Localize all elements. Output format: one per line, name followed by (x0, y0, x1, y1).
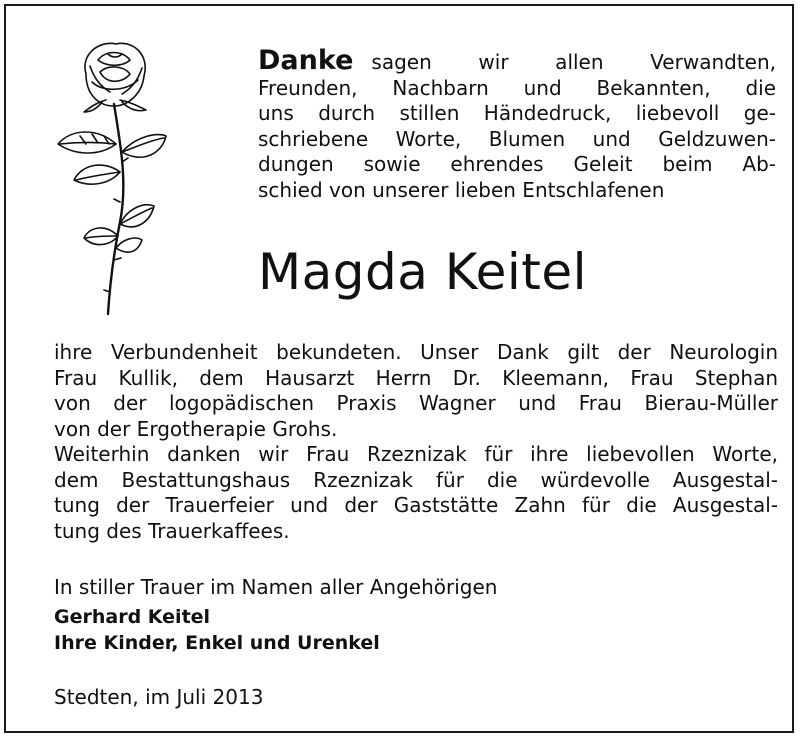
thanks-line: schied von unserer lieben Entschlafenen (258, 177, 665, 202)
thanks-line: Freunden, Nachbarn und Bekannten, die (258, 75, 776, 100)
thanks-line: sagen wir allen Verwandten, (371, 50, 776, 74)
thanks-first-line (258, 45, 776, 76)
body-line: tung der Trauerfeier und der Gaststätte Zahn für die Ausgestal- (54, 493, 778, 517)
body-line: Weiterhin danken wir Frau Rzeznizak für ihre liebevollen Worte, (54, 442, 778, 466)
body-line: Frau Kullik, dem Hausarzt Herrn Dr. Kleemann, Frau Stephan (54, 365, 778, 390)
thanks-line: dungen sowie ehrendes Geleit beim Ab- (258, 152, 776, 176)
signature-intro: In stiller Trauer im Namen aller Angehörigen (54, 575, 498, 599)
signature-name: Gerhard Keitel (54, 606, 211, 628)
signature-family: Ihre Kinder, Enkel und Urenkel (54, 632, 380, 654)
body-paragraph (54, 340, 778, 544)
body-line: ihre Verbundenheit bekundeten. Unser Dank gilt der Neurologin (54, 340, 778, 364)
signature-block (54, 574, 497, 656)
thanks-paragraph (258, 45, 776, 203)
deceased-name: Magda Keitel (258, 243, 587, 301)
body-line: von der Ergotherapie Grohs. (54, 416, 338, 441)
place-date: Stedten, im Juli 2013 (54, 685, 264, 709)
thanks-line: schriebene Worte, Blumen und Geldzuwen- (258, 126, 776, 151)
obituary-card (4, 4, 794, 733)
thanks-lead: Danke (258, 45, 354, 76)
rose-icon (50, 32, 170, 322)
body-line: dem Bestattungshaus Rzeznizak für die würdevolle Ausgestal- (54, 467, 778, 492)
thanks-line: uns durch stillen Händedruck, liebevoll ge- (258, 101, 776, 125)
body-line: von der logopädischen Praxis Wagner und Frau Bierau-Müller (54, 391, 778, 415)
body-line: tung des Trauerkaffees. (54, 518, 290, 543)
